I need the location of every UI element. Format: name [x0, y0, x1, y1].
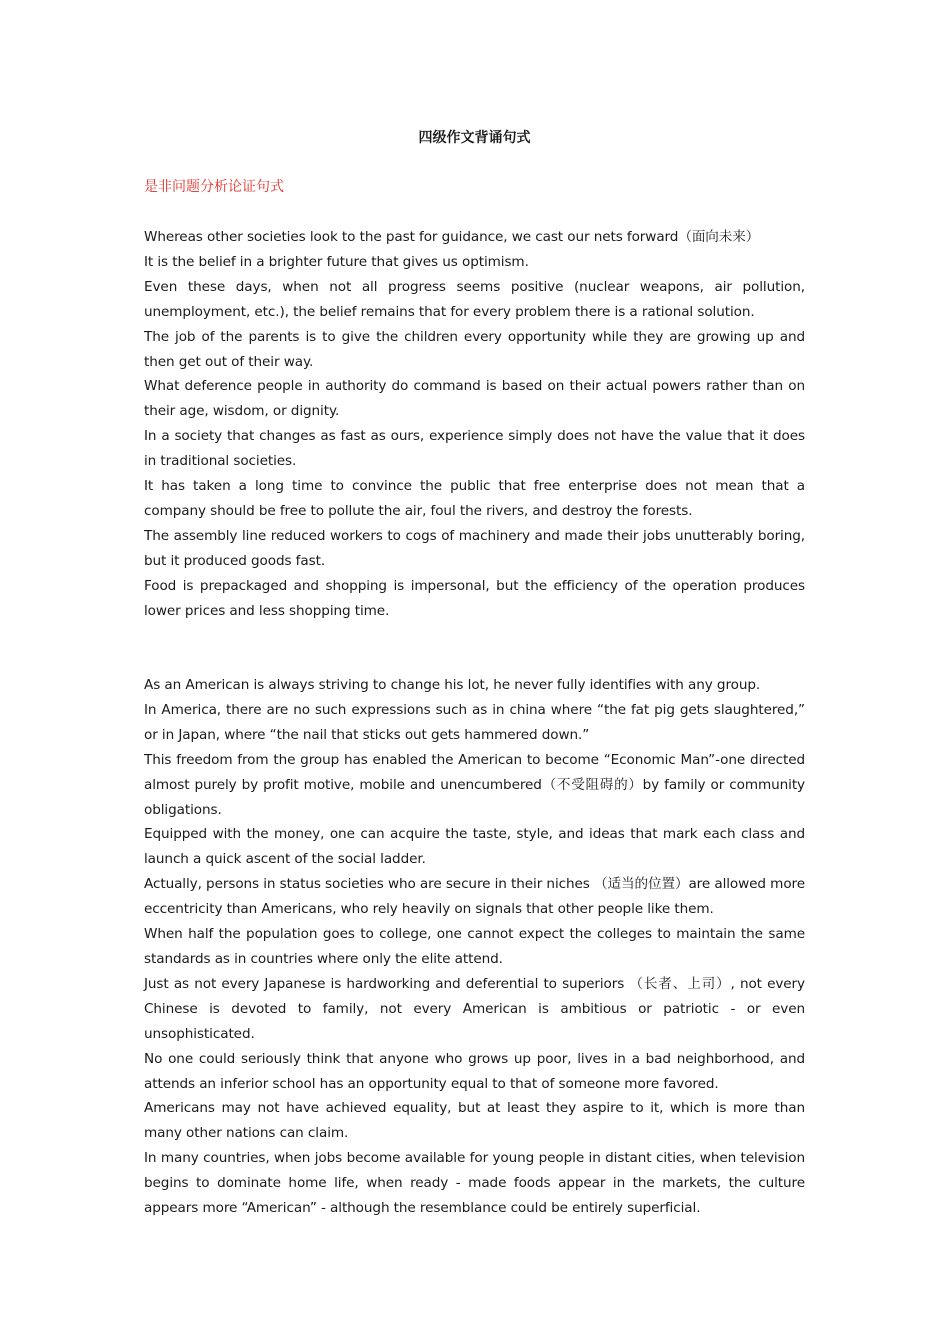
sentence: The job of the parents is to give the children every opportunity while they are growing up and then get out of their way.: [144, 328, 805, 370]
sentence: Even these days, when not all progress seems positive (nuclear weapons, air pollution, unemployment, etc.), the belief remains that for every problem there is a rational solution.: [144, 278, 805, 320]
sentence: In many countries, when jobs become available for young people in distant cities, when television begins to dominate home life, when ready - made foods appear in the markets, the culture appears more “American” - although the resemblance could be entirely superficial.: [144, 1150, 805, 1217]
sentence: As an American is always striving to change his lot, he never fully identifies with any group.: [144, 677, 761, 693]
section-heading: 是非问题分析论证句式: [144, 179, 284, 195]
sentence: The assembly line reduced workers to cogs of machinery and made their jobs unutterably boring, but it produced goods fast.: [144, 527, 805, 569]
sentence-block-1: [144, 225, 805, 624]
sentence: This freedom from the group has enabled the American to become “Economic Man”-one directed almost purely by profit motive, mobile and unencumbered（不受阻碍的）by family or community obligations.: [144, 751, 805, 818]
sentence: Americans may not have achieved equality, but at least they aspire to it, which is more than many other nations can claim.: [144, 1100, 805, 1142]
sentence: Food is prepackaged and shopping is impersonal, but the efficiency of the operation produces lower prices and less shopping time.: [144, 577, 805, 619]
sentence: It has taken a long time to convince the public that free enterprise does not mean that a company should be free to pollute the air, foul the rivers, and destroy the forests.: [144, 478, 805, 519]
sentence: In America, there are no such expressions such as in china where “the fat pig gets slaughtered,” or in Japan, where “the nail that sticks out gets hammered down.”: [144, 701, 805, 743]
sentence: No one could seriously think that anyone who grows up poor, lives in a bad neighborhood, and attends an inferior school has an opportunity equal to that of someone more favored.: [144, 1050, 805, 1092]
sentence: When half the population goes to college, one cannot expect the colleges to maintain the same standards as in countries where only the elite attend.: [144, 926, 805, 967]
sentence: What deference people in authority do command is based on their actual powers rather than on their age, wisdom, or dignity.: [144, 378, 805, 420]
sentence: Just as not every Japanese is hardworking and deferential to superiors （长者、上司）, not every Chinese is devoted to family, not every American is ambitious or patriotic - or even unsophisticated.: [144, 975, 805, 1042]
document-title: 四级作文背诵句式: [418, 130, 531, 146]
sentence: It is the belief in a brighter future that gives us optimism.: [144, 253, 529, 270]
sentence: Actually, persons in status societies who are secure in their niches （适当的位置）are allowed more eccentricity than Americans, who rely heavily on signals that other people like them.: [144, 876, 805, 918]
sentence: In a society that changes as fast as ours, experience simply does not have the value that it does in traditional societies.: [144, 428, 805, 470]
sentence-block-2: [144, 673, 805, 1221]
sentence: Whereas other societies look to the past for guidance, we cast our nets forward（面向未来）: [144, 229, 760, 245]
sentence: Equipped with the money, one can acquire the taste, style, and ideas that mark each class and launch a quick ascent of the social ladder.: [144, 826, 805, 868]
